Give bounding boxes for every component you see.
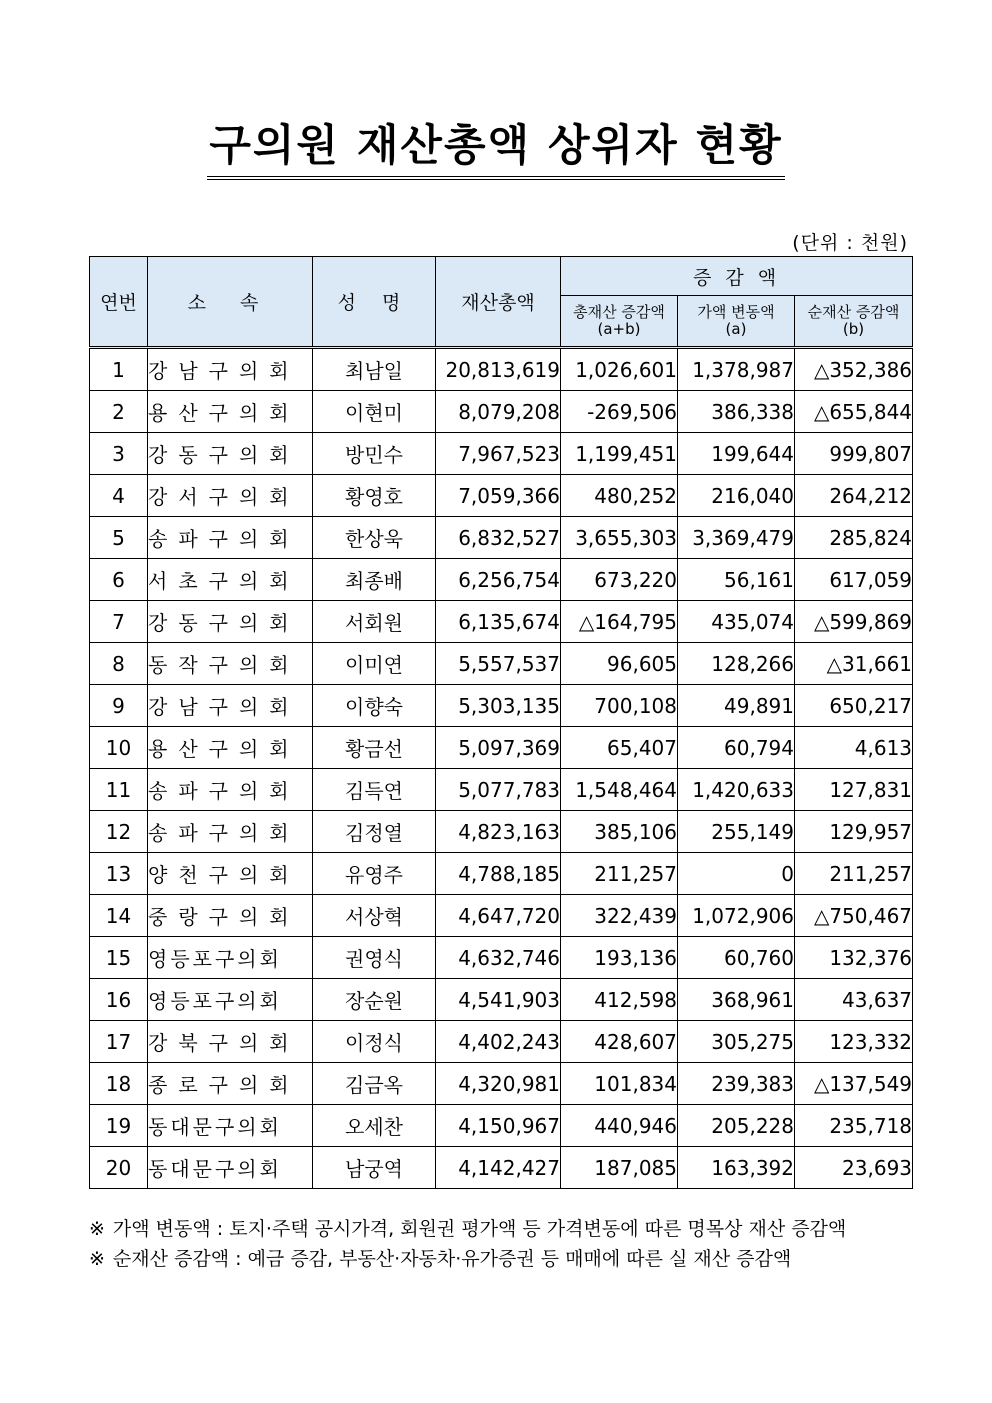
table-row <box>90 895 913 937</box>
row-change-total: 211,257 <box>561 853 678 895</box>
row-name: 유영주 <box>313 853 436 895</box>
row-index: 1 <box>90 348 148 391</box>
row-change-total: 65,407 <box>561 727 678 769</box>
table-row <box>90 769 913 811</box>
unit-label: (단위 : 천원) <box>792 232 908 254</box>
row-net-change: 4,613 <box>795 727 913 769</box>
row-total: 4,402,243 <box>436 1021 561 1063</box>
row-affiliation: 용산구의회 <box>148 727 313 769</box>
row-name: 김금옥 <box>313 1063 436 1105</box>
header-change-total <box>561 296 678 348</box>
row-index: 8 <box>90 643 148 685</box>
table-row <box>90 601 913 643</box>
row-name: 남궁역 <box>313 1147 436 1189</box>
row-net-change: 132,376 <box>795 937 913 979</box>
row-name: 이향숙 <box>313 685 436 727</box>
row-index: 6 <box>90 559 148 601</box>
row-name: 방민수 <box>313 433 436 475</box>
row-affiliation: 영등포구의회 <box>148 937 313 979</box>
row-price-change: 239,383 <box>678 1063 795 1105</box>
row-price-change: 3,369,479 <box>678 517 795 559</box>
row-name: 서회원 <box>313 601 436 643</box>
table-row <box>90 727 913 769</box>
table-row <box>90 1147 913 1189</box>
row-change-total: 700,108 <box>561 685 678 727</box>
table-row <box>90 1105 913 1147</box>
row-affiliation: 용산구의회 <box>148 391 313 433</box>
header-net-change-label: 순재산 증감액 <box>807 303 900 321</box>
row-net-change: 123,332 <box>795 1021 913 1063</box>
row-change-total: 1,548,464 <box>561 769 678 811</box>
row-net-change: 650,217 <box>795 685 913 727</box>
row-name: 김정열 <box>313 811 436 853</box>
row-affiliation: 서초구의회 <box>148 559 313 601</box>
row-price-change: 1,378,987 <box>678 348 795 391</box>
row-affiliation: 동작구의회 <box>148 643 313 685</box>
footnote-price-change <box>89 1214 846 1241</box>
row-name: 한상욱 <box>313 517 436 559</box>
row-total: 8,079,208 <box>436 391 561 433</box>
row-net-change: 127,831 <box>795 769 913 811</box>
row-index: 18 <box>90 1063 148 1105</box>
table-row <box>90 937 913 979</box>
row-total: 5,303,135 <box>436 685 561 727</box>
row-change-total: 96,605 <box>561 643 678 685</box>
row-change-total: 193,136 <box>561 937 678 979</box>
row-change-total: 440,946 <box>561 1105 678 1147</box>
row-affiliation: 강동구의회 <box>148 601 313 643</box>
row-price-change: 216,040 <box>678 475 795 517</box>
row-net-change: 617,059 <box>795 559 913 601</box>
row-net-change: 23,693 <box>795 1147 913 1189</box>
row-net-change: 211,257 <box>795 853 913 895</box>
footnote-mark: ※ <box>89 1218 105 1240</box>
row-total: 6,256,754 <box>436 559 561 601</box>
row-name: 김득연 <box>313 769 436 811</box>
row-total: 4,823,163 <box>436 811 561 853</box>
header-change-group: 증 감 액 <box>561 257 913 296</box>
row-total: 4,320,981 <box>436 1063 561 1105</box>
row-price-change: 205,228 <box>678 1105 795 1147</box>
row-net-change: 129,957 <box>795 811 913 853</box>
row-total: 20,813,619 <box>436 348 561 391</box>
row-total: 4,788,185 <box>436 853 561 895</box>
row-change-total: 322,439 <box>561 895 678 937</box>
row-total: 4,647,720 <box>436 895 561 937</box>
row-affiliation: 동대문구의회 <box>148 1105 313 1147</box>
footnote-text: 순재산 증감액 : 예금 증감, 부동산·자동차·유가증권 등 매매에 따른 실 재산 증감액 <box>112 1248 792 1270</box>
row-net-change: 235,718 <box>795 1105 913 1147</box>
row-index: 11 <box>90 769 148 811</box>
table-row <box>90 348 913 391</box>
row-name: 이미연 <box>313 643 436 685</box>
asset-table <box>89 256 913 1189</box>
row-price-change: 128,266 <box>678 643 795 685</box>
row-total: 5,097,369 <box>436 727 561 769</box>
table-body <box>90 348 913 1189</box>
row-affiliation: 종로구의회 <box>148 1063 313 1105</box>
row-affiliation: 송파구의회 <box>148 811 313 853</box>
header-net-change-symbol: (b) <box>842 320 865 338</box>
table-row <box>90 391 913 433</box>
row-total: 6,135,674 <box>436 601 561 643</box>
row-price-change: 386,338 <box>678 391 795 433</box>
row-index: 4 <box>90 475 148 517</box>
table-row <box>90 853 913 895</box>
table-row <box>90 811 913 853</box>
row-affiliation: 송파구의회 <box>148 517 313 559</box>
row-index: 7 <box>90 601 148 643</box>
row-name: 이정식 <box>313 1021 436 1063</box>
row-change-total: 412,598 <box>561 979 678 1021</box>
row-index: 14 <box>90 895 148 937</box>
row-affiliation: 영등포구의회 <box>148 979 313 1021</box>
page-title: 구의원 재산총액 상위자 현황 <box>207 120 784 180</box>
table-row <box>90 517 913 559</box>
row-price-change: 435,074 <box>678 601 795 643</box>
row-change-total: 673,220 <box>561 559 678 601</box>
table-row <box>90 979 913 1021</box>
row-price-change: 1,072,906 <box>678 895 795 937</box>
header-index: 연번 <box>90 257 148 348</box>
row-total: 7,059,366 <box>436 475 561 517</box>
header-change-total-formula: (a+b) <box>597 320 641 338</box>
row-price-change: 0 <box>678 853 795 895</box>
row-total: 4,142,427 <box>436 1147 561 1189</box>
row-change-total: 187,085 <box>561 1147 678 1189</box>
row-name: 장순원 <box>313 979 436 1021</box>
row-change-total: -269,506 <box>561 391 678 433</box>
row-price-change: 199,644 <box>678 433 795 475</box>
row-name: 권영식 <box>313 937 436 979</box>
row-change-total: 1,199,451 <box>561 433 678 475</box>
row-affiliation: 강서구의회 <box>148 475 313 517</box>
row-affiliation: 중랑구의회 <box>148 895 313 937</box>
row-change-total: 480,252 <box>561 475 678 517</box>
row-total: 5,557,537 <box>436 643 561 685</box>
row-total: 4,541,903 <box>436 979 561 1021</box>
row-change-total: △164,795 <box>561 601 678 643</box>
row-name: 이현미 <box>313 391 436 433</box>
footnote-net-change <box>89 1244 791 1271</box>
row-change-total: 3,655,303 <box>561 517 678 559</box>
row-net-change: △31,661 <box>795 643 913 685</box>
row-price-change: 255,149 <box>678 811 795 853</box>
table-row <box>90 1063 913 1105</box>
row-name: 최남일 <box>313 348 436 391</box>
row-index: 17 <box>90 1021 148 1063</box>
row-index: 12 <box>90 811 148 853</box>
row-change-total: 428,607 <box>561 1021 678 1063</box>
row-total: 7,967,523 <box>436 433 561 475</box>
footnote-text: 가액 변동액 : 토지·주택 공시가격, 회원권 평가액 등 가격변동에 따른 명목상 재산 증감액 <box>112 1218 847 1240</box>
row-name: 황금선 <box>313 727 436 769</box>
row-net-change: △599,869 <box>795 601 913 643</box>
row-index: 9 <box>90 685 148 727</box>
table-row <box>90 475 913 517</box>
row-price-change: 1,420,633 <box>678 769 795 811</box>
row-index: 5 <box>90 517 148 559</box>
row-name: 오세찬 <box>313 1105 436 1147</box>
header-net-change <box>795 296 913 348</box>
row-change-total: 101,834 <box>561 1063 678 1105</box>
row-affiliation: 강남구의회 <box>148 685 313 727</box>
header-price-change <box>678 296 795 348</box>
row-price-change: 49,891 <box>678 685 795 727</box>
row-net-change: △137,549 <box>795 1063 913 1105</box>
row-name: 최종배 <box>313 559 436 601</box>
header-name: 성 명 <box>313 257 436 348</box>
row-net-change: △352,386 <box>795 348 913 391</box>
table-row <box>90 643 913 685</box>
row-change-total: 1,026,601 <box>561 348 678 391</box>
row-price-change: 60,794 <box>678 727 795 769</box>
table-row <box>90 1021 913 1063</box>
row-net-change: 285,824 <box>795 517 913 559</box>
row-index: 20 <box>90 1147 148 1189</box>
row-affiliation: 강북구의회 <box>148 1021 313 1063</box>
row-total: 4,632,746 <box>436 937 561 979</box>
row-net-change: 264,212 <box>795 475 913 517</box>
row-net-change: 999,807 <box>795 433 913 475</box>
row-price-change: 56,161 <box>678 559 795 601</box>
row-index: 15 <box>90 937 148 979</box>
row-index: 2 <box>90 391 148 433</box>
row-net-change: 43,637 <box>795 979 913 1021</box>
row-price-change: 305,275 <box>678 1021 795 1063</box>
row-name: 서상혁 <box>313 895 436 937</box>
header-price-change-label: 가액 변동액 <box>697 303 775 321</box>
row-affiliation: 강동구의회 <box>148 433 313 475</box>
row-affiliation: 양천구의회 <box>148 853 313 895</box>
row-index: 13 <box>90 853 148 895</box>
row-total: 4,150,967 <box>436 1105 561 1147</box>
row-index: 3 <box>90 433 148 475</box>
row-affiliation: 강남구의회 <box>148 348 313 391</box>
footnote-mark: ※ <box>89 1248 105 1270</box>
table-row <box>90 559 913 601</box>
row-affiliation: 동대문구의회 <box>148 1147 313 1189</box>
row-price-change: 163,392 <box>678 1147 795 1189</box>
row-net-change: △750,467 <box>795 895 913 937</box>
table-header <box>90 257 913 348</box>
row-price-change: 60,760 <box>678 937 795 979</box>
header-affiliation: 소 속 <box>148 257 313 348</box>
page-title-wrap <box>0 120 992 180</box>
table-row <box>90 685 913 727</box>
row-index: 10 <box>90 727 148 769</box>
row-total: 5,077,783 <box>436 769 561 811</box>
row-affiliation: 송파구의회 <box>148 769 313 811</box>
row-net-change: △655,844 <box>795 391 913 433</box>
row-name: 황영호 <box>313 475 436 517</box>
header-price-change-symbol: (a) <box>725 320 747 338</box>
row-index: 16 <box>90 979 148 1021</box>
table-row <box>90 433 913 475</box>
row-change-total: 385,106 <box>561 811 678 853</box>
row-total: 6,832,527 <box>436 517 561 559</box>
row-price-change: 368,961 <box>678 979 795 1021</box>
row-index: 19 <box>90 1105 148 1147</box>
header-change-total-label: 총재산 증감액 <box>573 303 665 321</box>
header-total: 재산총액 <box>436 257 561 348</box>
